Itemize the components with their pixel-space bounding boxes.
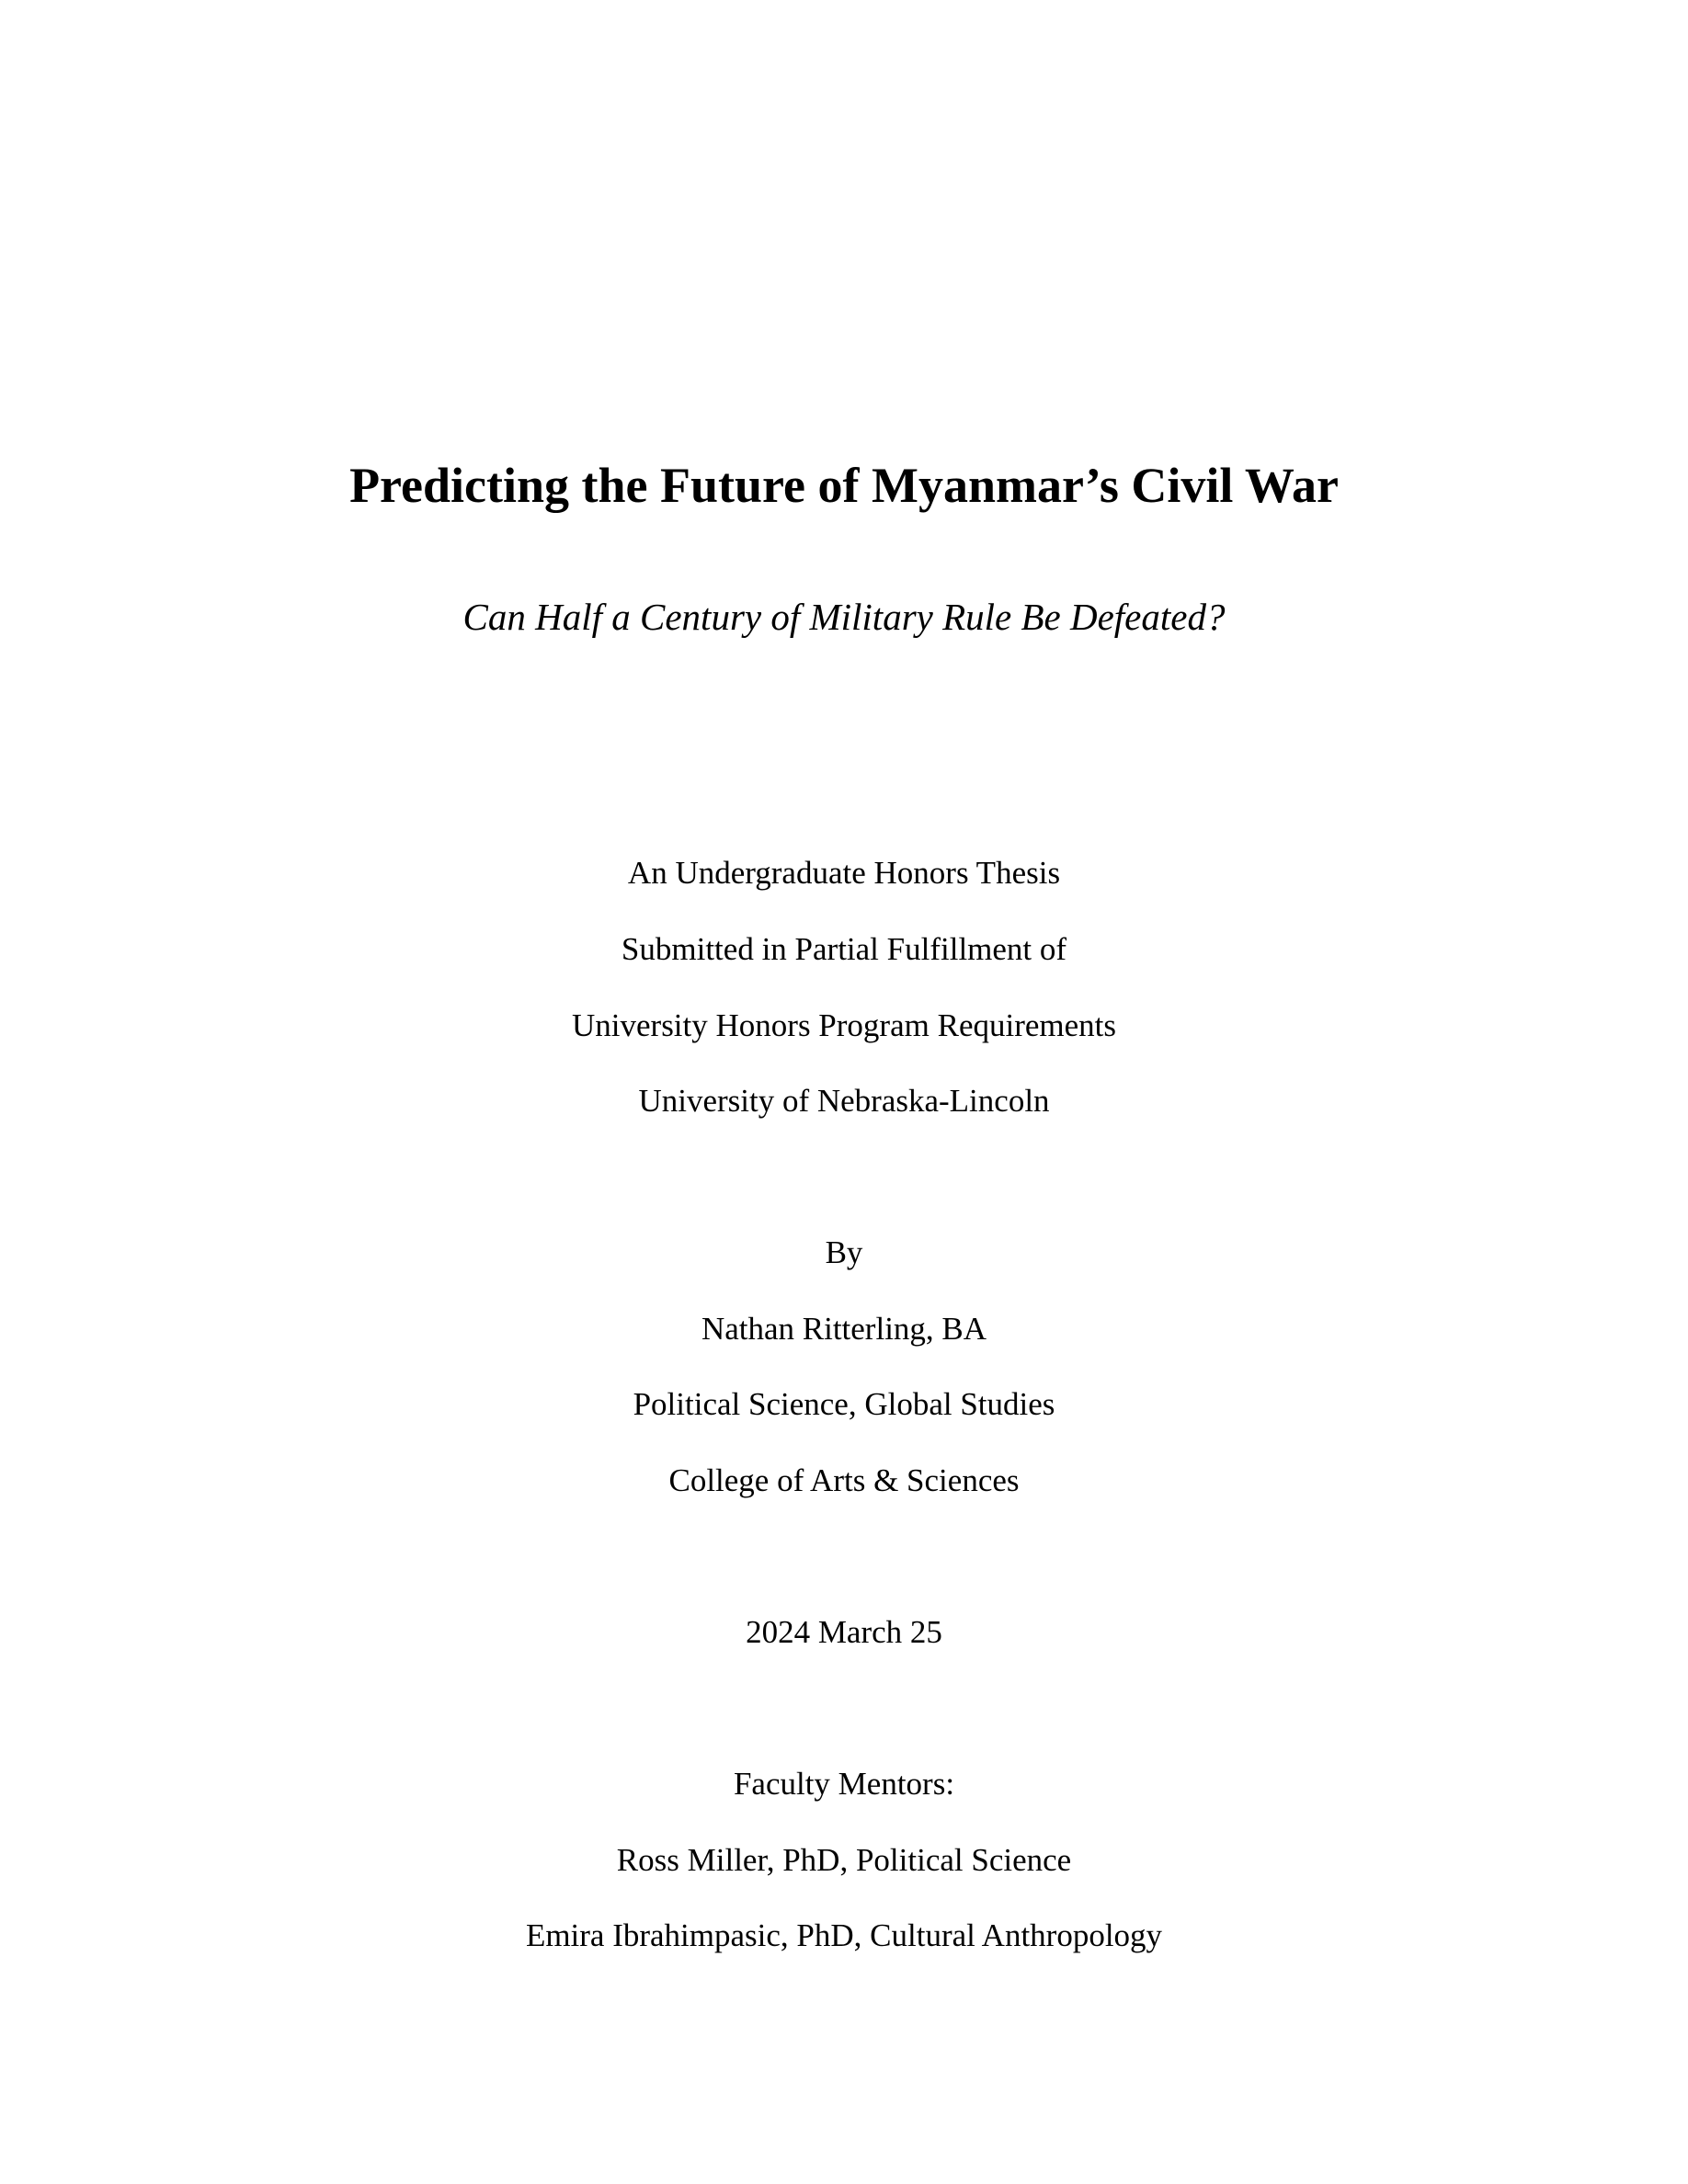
author-majors: Political Science, Global Studies	[633, 1386, 1055, 1422]
document-title: Predicting the Future of Myanmar’s Civil War	[349, 458, 1339, 513]
author-college: College of Arts & Sciences	[668, 1462, 1020, 1498]
program-requirements-line: University Honors Program Requirements	[572, 1007, 1116, 1043]
mentor-1: Ross Miller, PhD, Political Science	[616, 1842, 1072, 1878]
fulfillment-line: Submitted in Partial Fulfillment of	[621, 931, 1067, 967]
thesis-type-line: An Undergraduate Honors Thesis	[627, 855, 1061, 891]
submission-date: 2024 March 25	[746, 1614, 942, 1650]
mentor-2: Emira Ibrahimpasic, PhD, Cultural Anthropology	[525, 1917, 1163, 1953]
author-name: Nathan Ritterling, BA	[701, 1311, 987, 1347]
by-label: By	[825, 1234, 863, 1270]
university-name: University of Nebraska-Lincoln	[638, 1083, 1050, 1119]
mentors-heading: Faculty Mentors:	[733, 1766, 955, 1802]
document-subtitle: Can Half a Century of Military Rule Be Defeated?	[462, 596, 1226, 638]
